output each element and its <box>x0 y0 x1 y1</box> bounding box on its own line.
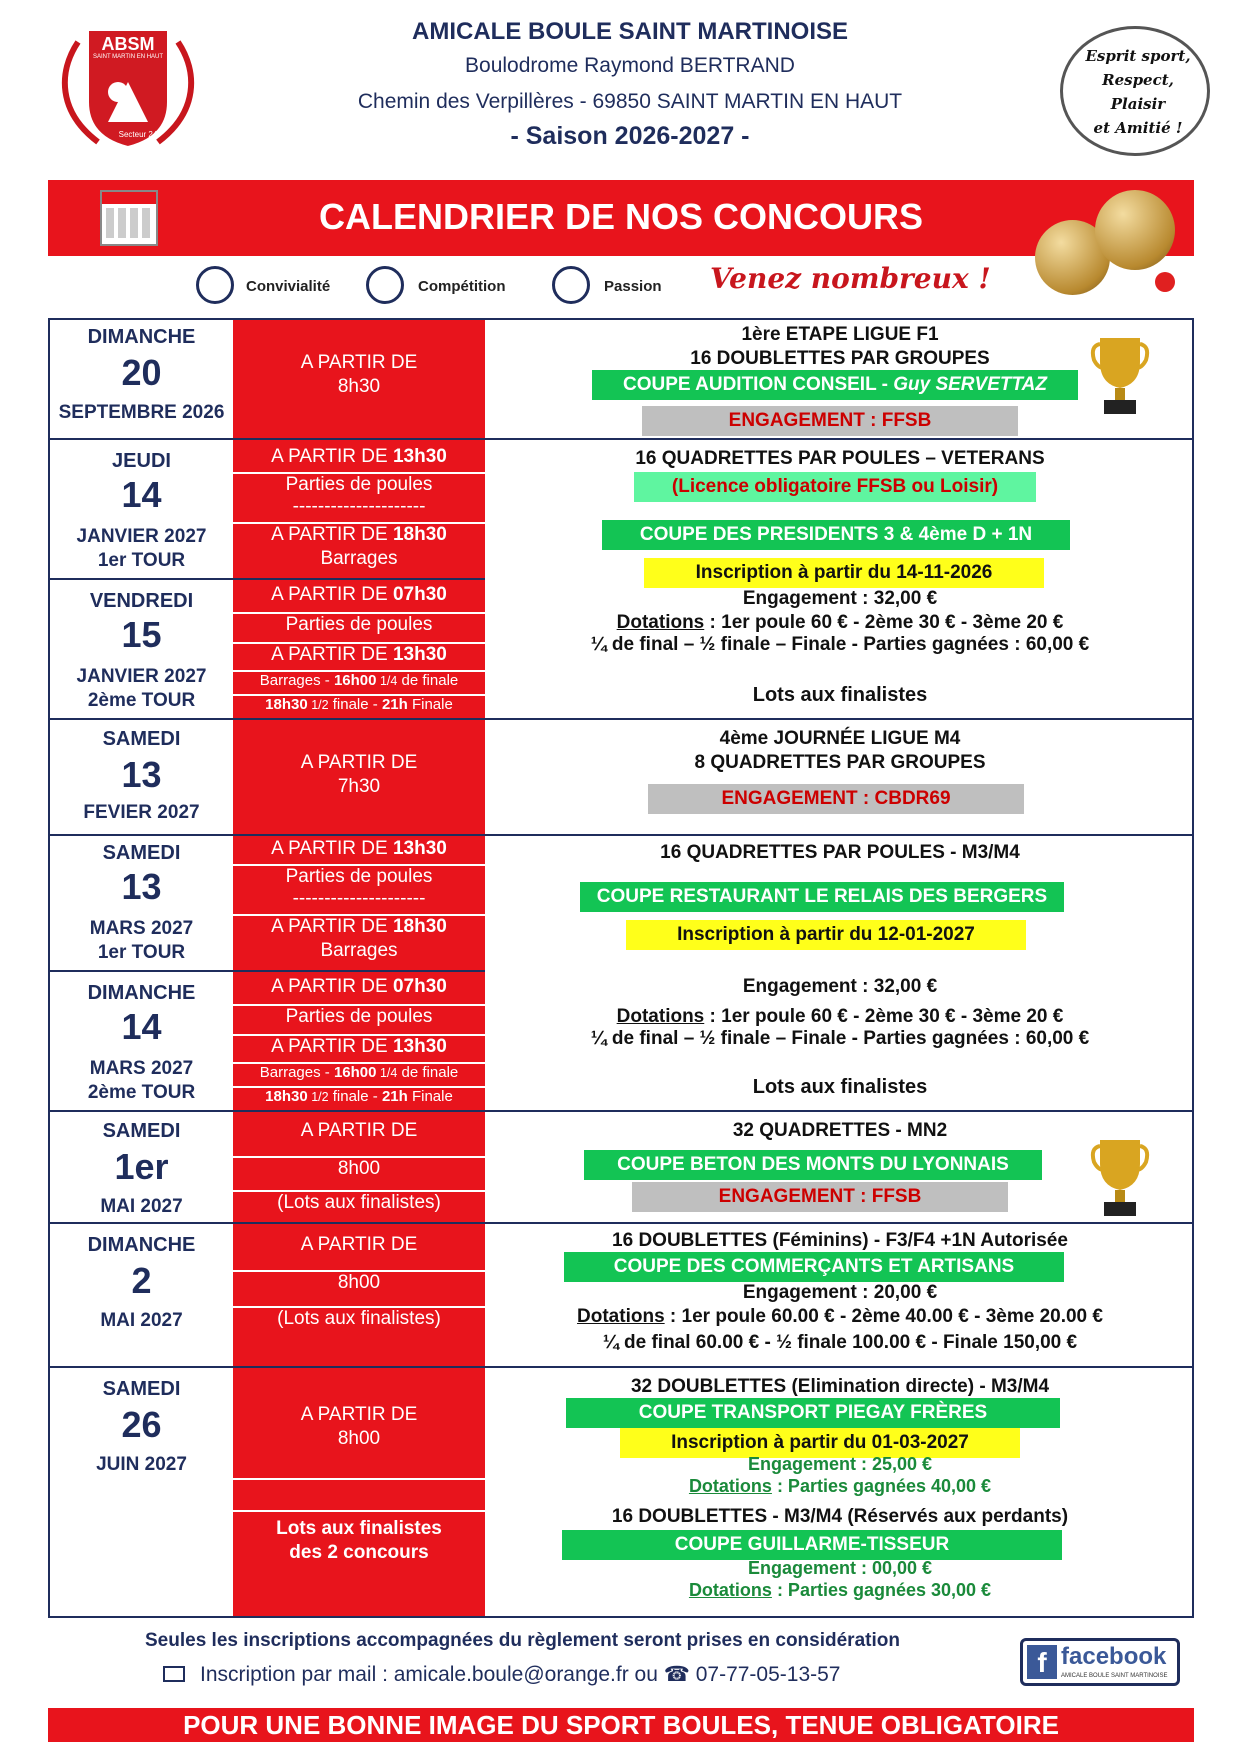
e7-engagement-2: Engagement : 00,00 € <box>747 1558 933 1578</box>
e1-time-label: A PARTIR DE <box>300 352 418 373</box>
e4-semi-symbol: 1/2 <box>307 1090 329 1104</box>
e6-coupe: COUPE DES COMMERÇANTS ET ARTISANS <box>564 1252 1064 1282</box>
e3-day: SAMEDI <box>102 728 181 750</box>
e1-coupe <box>592 370 1078 400</box>
e7-month: JUIN 2027 <box>96 1454 187 1475</box>
e7-lots-1: Lots aux finalistes <box>276 1518 442 1539</box>
e2-time-2 <box>233 522 485 546</box>
e7-dotations-1 <box>540 1476 1140 1497</box>
e2-time-3-value: 07h30 <box>392 584 447 605</box>
e4-phase-1: Parties de poules <box>233 864 485 888</box>
e4-time-3-value: 07h30 <box>392 976 447 997</box>
e2-tour-2: 2ème TOUR <box>87 690 196 711</box>
e7-date: 26 <box>121 1404 162 1445</box>
e6-title: 16 DOUBLETTES (Féminins) - F3/F4 +1N Autorisée <box>612 1230 1068 1251</box>
e4-dotations-values: : 1er poule 60 € - 2ème 30 € - 3ème 20 € <box>704 1006 1064 1027</box>
registration-email[interactable]: Inscription par mail : amicale.boule@orange.fr ou <box>200 1663 664 1686</box>
e7-coupe-2: COUPE GUILLARME-TISSEUR <box>562 1530 1062 1560</box>
e4-time-4-value: 13h30 <box>392 1036 447 1057</box>
e4-time-3 <box>233 976 485 998</box>
e7-day: SAMEDI <box>102 1378 181 1400</box>
e2-semi-symbol: 1/2 <box>307 698 329 712</box>
e4-separator: --------------------- <box>292 888 426 909</box>
motto-badge <box>1060 26 1210 156</box>
e4-day-2: DIMANCHE <box>87 982 196 1004</box>
e2-time-4 <box>233 642 485 666</box>
e2-quarter-label: de finale <box>397 672 459 689</box>
e7-divider <box>233 1478 485 1480</box>
logo-sub: SAINT MARTIN EN HAUT <box>92 54 164 60</box>
e1-date: 20 <box>121 352 162 393</box>
e5-month: MAI 2027 <box>100 1196 183 1217</box>
e6-dotations <box>540 1306 1140 1328</box>
e4-barrages <box>233 1062 485 1081</box>
e2-semi-label: finale - <box>328 696 382 713</box>
e3-engagement: ENGAGEMENT : CBDR69 <box>648 784 1024 814</box>
e4-semi-time: 18h30 <box>265 1088 308 1105</box>
e4-dotations-label: Dotations <box>616 1006 705 1027</box>
e7-title-1: 32 DOUBLETTES (Elimination directe) - M3/M4 <box>630 1376 1050 1397</box>
petanque-balls-icon <box>1035 190 1195 300</box>
e4-month-2: MARS 2027 <box>89 1058 194 1079</box>
facebook-label: facebook <box>1061 1643 1167 1670</box>
e4-lots: Lots aux finalistes <box>752 1076 928 1098</box>
e5-engagement: ENGAGEMENT : FFSB <box>632 1182 1008 1212</box>
e6-dotations-values: : 1er poule 60.00 € - 2ème 40.00 € - 3ème 20.00 € <box>664 1306 1103 1327</box>
e1-day: DIMANCHE <box>87 326 196 348</box>
trophy-icon <box>1090 332 1150 418</box>
e4-date-2: 14 <box>121 1006 162 1047</box>
e2-final-label: Finale <box>407 696 453 713</box>
e4-phase-2: Barrages <box>320 940 398 961</box>
e6-lots: (Lots aux finalistes) <box>233 1306 485 1330</box>
e4-final-label: Finale <box>407 1088 453 1105</box>
e4-time-1-value: 13h30 <box>392 838 447 859</box>
e2-dotations <box>540 612 1140 634</box>
e7-dotations-2-label: Dotations <box>688 1580 772 1600</box>
e1-title-2: 16 DOUBLETTES PAR GROUPES <box>690 348 990 369</box>
club-logo <box>48 22 208 152</box>
e3-time: 7h30 <box>337 776 381 797</box>
e2-month-2: JANVIER 2027 <box>76 666 207 687</box>
address: Chemin des Verpillères - 69850 SAINT MARTIN EN HAUT <box>357 90 903 113</box>
row-divider <box>48 578 485 580</box>
e4-inscription: Inscription à partir du 12-01-2027 <box>626 920 1026 950</box>
e2-phase-1: Parties de poules <box>233 472 485 496</box>
e6-date: 2 <box>131 1260 152 1301</box>
registration-contact <box>200 1662 840 1687</box>
season: - Saison 2026-2027 - <box>510 122 750 150</box>
e4-title: 16 QUADRETTES PAR POULES - M3/M4 <box>660 842 1020 863</box>
logo-text: ABSM <box>101 34 155 54</box>
e4-finals: ¼ de final – ½ finale – Finale - Parties gagnées : 60,00 € <box>590 1028 1090 1049</box>
e7-dotations-1-label: Dotations <box>688 1476 772 1496</box>
e7-engagement-1: Engagement : 25,00 € <box>747 1454 933 1474</box>
motto-line-4: et Amitié ! <box>1093 119 1183 137</box>
e7-lots-2: des 2 concours <box>289 1542 429 1563</box>
e2-tour-1: 1er TOUR <box>97 550 186 571</box>
e2-time-1-label: A PARTIR DE <box>271 446 393 467</box>
e2-month-1: JANVIER 2027 <box>76 526 207 547</box>
e4-date-1: 13 <box>121 866 162 907</box>
club-name: AMICALE BOULE SAINT MARTINOISE <box>412 18 848 45</box>
e2-time-1-value: 13h30 <box>392 446 447 467</box>
tag-competition: Compétition <box>418 278 506 295</box>
e2-semi-time: 18h30 <box>265 696 308 713</box>
e4-tour-2: 2ème TOUR <box>87 1082 196 1103</box>
e4-time-2-value: 18h30 <box>392 916 447 937</box>
e2-phase-3: Parties de poules <box>233 612 485 636</box>
row-divider <box>48 834 1194 836</box>
e4-phase-3: Parties de poules <box>233 1004 485 1028</box>
people-icon <box>196 266 234 304</box>
e4-time-4-label: A PARTIR DE <box>271 1036 393 1057</box>
e7-divider <box>233 1510 485 1512</box>
e5-coupe: COUPE BETON DES MONTS DU LYONNAIS <box>584 1150 1042 1180</box>
e2-time-4-value: 13h30 <box>392 644 447 665</box>
trophy-icon <box>552 266 590 304</box>
e2-coupe: COUPE DES PRESIDENTS 3 & 4ème D + 1N <box>602 520 1070 550</box>
e2-inscription: Inscription à partir du 14-11-2026 <box>644 558 1044 588</box>
e5-title: 32 QUADRETTES - MN2 <box>732 1120 948 1141</box>
e4-time-4 <box>233 1034 485 1058</box>
e4-day-1: SAMEDI <box>102 842 181 864</box>
e2-separator: --------------------- <box>292 496 426 517</box>
e2-quarter-symbol: 1/4 <box>376 674 398 688</box>
e4-barrages-time: 16h00 <box>333 1064 377 1081</box>
e4-time-3-label: A PARTIR DE <box>271 976 393 997</box>
trophy-icon <box>1090 1134 1150 1220</box>
registration-phone[interactable]: 07-77-05-13-57 <box>695 1663 841 1686</box>
e7-time: 8h00 <box>337 1428 381 1449</box>
e3-month: FEVIER 2027 <box>83 802 200 823</box>
e2-day-1: JEUDI <box>112 450 171 472</box>
facebook-icon: f <box>1027 1645 1057 1679</box>
e4-finals-schedule <box>233 1086 485 1105</box>
e7-title-2: 16 DOUBLETTES - M3/M4 (Réservés aux perdants) <box>611 1506 1069 1527</box>
tag-conviviality: Convivialité <box>246 278 331 295</box>
e5-day: SAMEDI <box>102 1120 181 1142</box>
e7-dotations-2 <box>540 1580 1140 1601</box>
e3-title-1: 4ème JOURNÉE LIGUE M4 <box>719 728 961 749</box>
e1-title-1: 1ère ETAPE LIGUE F1 <box>741 324 939 345</box>
e2-day-2: VENDREDI <box>89 590 194 612</box>
dress-code-text: POUR UNE BONNE IMAGE DU SPORT BOULES, TENUE OBLIGATOIRE <box>183 1710 1059 1740</box>
motto-line-2: Respect, <box>1102 71 1174 89</box>
row-divider <box>48 1222 1194 1224</box>
e7-dotations-2-values: : Parties gagnées 30,00 € <box>771 1580 992 1600</box>
e2-time-1 <box>233 446 485 468</box>
e5-date: 1er <box>114 1146 169 1187</box>
e4-month-1: MARS 2027 <box>89 918 194 939</box>
target-icon <box>366 266 404 304</box>
e4-semi-label: finale - <box>328 1088 382 1105</box>
e2-barrages <box>233 670 485 689</box>
e4-quarter-symbol: 1/4 <box>376 1066 398 1080</box>
logo-sector: Secteur 24 <box>118 130 158 139</box>
facebook-link[interactable] <box>1020 1638 1180 1686</box>
e4-quarter-label: de finale <box>397 1064 459 1081</box>
motto-line-1: Esprit sport, <box>1085 47 1191 65</box>
e2-lots: Lots aux finalistes <box>752 684 928 706</box>
row-divider <box>48 1366 1194 1368</box>
phone-icon: ☎ <box>663 1663 696 1686</box>
e4-dotations <box>540 1006 1140 1028</box>
e2-date-1: 14 <box>121 474 162 515</box>
e4-time-1 <box>233 838 485 860</box>
e2-time-2-label: A PARTIR DE <box>271 524 393 545</box>
e2-title: 16 QUADRETTES PAR POULES – VETERANS <box>635 448 1045 469</box>
e6-dotations-label: Dotations <box>577 1306 665 1327</box>
e1-engagement: ENGAGEMENT : FFSB <box>642 406 1018 436</box>
e4-coupe: COUPE RESTAURANT LE RELAIS DES BERGERS <box>580 882 1064 912</box>
e2-engagement: Engagement : 32,00 € <box>742 588 938 609</box>
e5-time: 8h00 <box>233 1156 485 1180</box>
e4-tour-1: 1er TOUR <box>97 942 186 963</box>
e2-phase-2: Barrages <box>320 548 398 569</box>
e5-lots: (Lots aux finalistes) <box>233 1190 485 1214</box>
e2-finals: ¼ de final – ½ finale – Finale - Parties gagnées : 60,00 € <box>590 634 1090 655</box>
e3-time-label: A PARTIR DE <box>300 752 418 773</box>
tag-passion: Passion <box>604 278 662 295</box>
e7-dotations-1-values: : Parties gagnées 40,00 € <box>771 1476 992 1496</box>
row-divider <box>48 1110 1194 1112</box>
e6-engagement: Engagement : 20,00 € <box>742 1282 938 1303</box>
row-divider <box>48 970 485 972</box>
e2-barrages-time: 16h00 <box>333 672 377 689</box>
e6-time-label: A PARTIR DE <box>300 1234 418 1255</box>
e2-licence: (Licence obligatoire FFSB ou Loisir) <box>634 472 1036 502</box>
venez-nombreux: Venez nombreux ! <box>710 262 991 295</box>
banner-title: CALENDRIER DE NOS CONCOURS <box>318 196 924 237</box>
e2-time-3-label: A PARTIR DE <box>271 584 393 605</box>
e1-month: SEPTEMBRE 2026 <box>58 402 225 423</box>
e2-final-time: 21h <box>381 696 408 713</box>
e4-engagement: Engagement : 32,00 € <box>742 976 938 997</box>
e6-day: DIMANCHE <box>87 1234 196 1256</box>
e5-time-label: A PARTIR DE <box>300 1120 418 1141</box>
venue-name: Boulodrome Raymond BERTRAND <box>465 54 795 77</box>
e2-time-2-value: 18h30 <box>392 524 447 545</box>
e7-inscription: Inscription à partir du 01-03-2027 <box>620 1428 1020 1458</box>
e4-time-1-label: A PARTIR DE <box>271 838 393 859</box>
mail-icon <box>163 1666 185 1682</box>
e4-time-2-label: A PARTIR DE <box>271 916 393 937</box>
e3-date: 13 <box>121 754 162 795</box>
e6-finals: ¼ de final 60.00 € - ½ finale 100.00 € - Finale 150,00 € <box>602 1332 1078 1353</box>
row-divider <box>48 718 1194 720</box>
e2-time-3 <box>233 584 485 606</box>
e1-time: 8h30 <box>337 376 381 397</box>
e1-coupe-name: COUPE AUDITION CONSEIL - <box>622 374 894 395</box>
motto-line-3: Plaisir <box>1110 95 1166 113</box>
e2-time-4-label: A PARTIR DE <box>271 644 393 665</box>
e2-barrages-label: Barrages - <box>259 672 334 689</box>
registration-note: Seules les inscriptions accompagnées du règlement seront prises en considération <box>145 1630 900 1651</box>
e7-time-label: A PARTIR DE <box>300 1404 418 1425</box>
e2-dotations-label: Dotations <box>616 612 705 633</box>
e2-finals-schedule <box>233 694 485 713</box>
e3-title-2: 8 QUADRETTES PAR GROUPES <box>694 752 986 773</box>
e7-coupe-1: COUPE TRANSPORT PIEGAY FRÈRES <box>566 1398 1060 1428</box>
e2-dotations-values: : 1er poule 60 € - 2ème 30 € - 3ème 20 € <box>704 612 1064 633</box>
e4-final-time: 21h <box>381 1088 408 1105</box>
e4-time-2 <box>233 914 485 938</box>
facebook-sub: AMICALE BOULE SAINT MARTINOISE <box>1061 1673 1168 1679</box>
e1-coupe-sponsor: Guy SERVETTAZ <box>893 374 1048 395</box>
e2-date-2: 15 <box>121 614 162 655</box>
row-divider <box>48 438 1194 440</box>
e6-time: 8h00 <box>233 1270 485 1294</box>
e6-month: MAI 2027 <box>100 1310 183 1331</box>
e4-barrages-label: Barrages - <box>259 1064 334 1081</box>
